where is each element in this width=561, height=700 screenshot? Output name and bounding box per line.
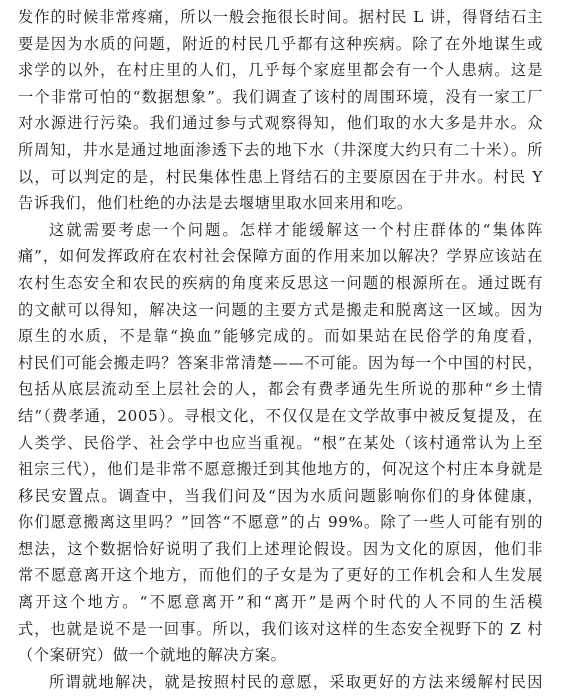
text-line: 想法，这个数据恰好说明了我们上述理论假设。因为文化的原因，他们非 (18, 539, 543, 558)
text-line: 求学的以外，在村庄里的人们，几乎每个家庭里都会有一个人患病。这是 (18, 61, 543, 80)
text-line: 离开这个地方。“不愿意离开”和“离开”是两个时代的人不同的生活模 (18, 593, 543, 612)
text-line: 你们愿意搬离这里吗？”回答“不愿意”的占 99%。除了一些人可能有别的 (18, 513, 543, 532)
text-line: 祖宗三代），他们是非常不愿意搬迁到其他地方的，何况这个村庄本身就是 (18, 460, 543, 479)
text-line: 常不愿意离开这个地方，而他们的子女是为了更好的工作机会和人生发展 (18, 566, 543, 585)
text-line: 农村生态安全和农民的疾病的角度来反思这一问题的根源所在。通过既有 (18, 273, 543, 292)
text-line: 式，也就是说不是一回事。所以，我们该对这样的生态安全视野下的 Z 村 (18, 619, 543, 638)
text-line: 以，可以判定的是，村民集体性患上肾结石的主要原因在于井水。村民 Y (18, 167, 543, 186)
text-line: 移民安置点。调查中，当我们问及“因为水质问题影响你们的身体健康， (18, 486, 543, 505)
text-line: 发作的时候非常疼痛，所以一般会拖很长时间。据村民 L 讲，得肾结石主 (18, 8, 543, 26)
text-line: 结”（费孝通，2005）。寻根文化，不仅仅是在文学故事中被反复提及，在 (18, 406, 543, 425)
paragraph-2 (18, 217, 543, 669)
text-line: （个案研究）做一个就地的解决方案。 (18, 646, 287, 665)
text-line: 人类学、民俗学、社会学中也应当重视。“根”在某处（该村通常认为上至 (18, 433, 543, 452)
paragraph-3 (18, 669, 543, 696)
text-line: 对水源进行污染。我们通过参与式观察得知，他们取的水大多是井水。众 (18, 114, 543, 133)
paragraph-1 (18, 4, 543, 217)
text-line: 痛”，如何发挥政府在农村社会保障方面的作用来加以解决？学界应该站在 (18, 247, 543, 266)
text-line: 要是因为水质的问题，附近的村民几乎都有这种疾病。除了在外地谋生或 (18, 34, 543, 53)
text-line: 的文献可以得知，解决这一问题的主要方式是搬走和脱离这一区域。因为 (18, 300, 543, 319)
document-page (18, 4, 543, 695)
text-line: 这就需要考虑一个问题。怎样才能缓解这一个村庄群体的“集体阵 (49, 220, 543, 239)
text-line: 包括从底层流动至上层社会的人，都会有费孝通先生所说的那种“乡土情 (18, 380, 543, 399)
text-line: 所周知，井水是通过地面渗透下去的地下水（井深度大约只有二十米）。所 (18, 140, 543, 159)
text-line: 告诉我们，他们杜绝的办法是去堰塘里取水回来用和吃。 (18, 194, 413, 213)
text-line: 原生的水质，不是靠“换血”能够完成的。而如果站在民俗学的角度看， (18, 327, 543, 346)
text-line: 一个非常可怕的“数据想象”。我们调查了该村的周围环境，没有一家工厂 (18, 87, 543, 106)
text-line: 村民们可能会搬走吗？答案非常清楚——不可能。因为每一个中国的村民， (18, 353, 543, 372)
text-line: 所谓就地解决，就是按照村民的意愿，采取更好的方法来缓解村民因 (49, 672, 543, 691)
